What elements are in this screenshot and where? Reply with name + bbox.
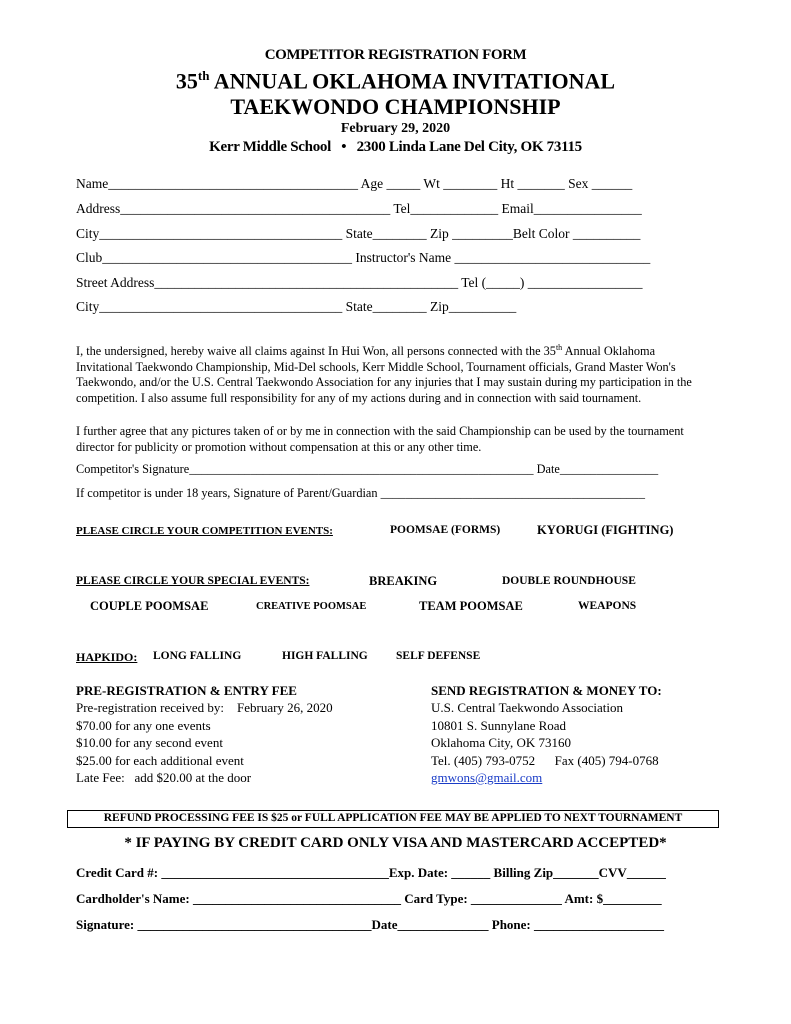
fee-line: $25.00 for each additional event [76, 752, 244, 768]
publicity-paragraph: I further agree that any pictures taken of or by me in connection with the said Championship can be used by the tournament director for publicity or promotion without compensation at this or any other time. [76, 424, 684, 454]
event-poomsae[interactable]: POOMSAE (FORMS) [390, 524, 501, 536]
field-row-city[interactable]: City____________________________________ State________ Zip _________Belt Color __________ [76, 226, 641, 241]
event-breaking[interactable]: BREAKING [369, 574, 438, 588]
fees-heading: PRE-REGISTRATION & ENTRY FEE [76, 683, 297, 698]
event-kyorugi[interactable]: KYORUGI (FIGHTING) [537, 523, 674, 537]
field-row-city-2[interactable]: City____________________________________ State________ Zip__________ [76, 299, 517, 314]
event-number: 35 [175, 68, 198, 94]
event-self-defense[interactable]: SELF DEFENSE [396, 650, 481, 662]
fees-list [76, 699, 333, 787]
event-subtitle: TAEKWONDO CHAMPIONSHIP [230, 94, 561, 119]
event-creative-poomsae[interactable]: CREATIVE POOMSAE [256, 601, 367, 612]
send-street: 10801 S. Sunnylane Road [431, 717, 567, 733]
event-double-roundhouse[interactable]: DOUBLE ROUNDHOUSE [502, 575, 636, 587]
cardholder-row[interactable]: Cardholder's Name: ________________________________ Card Type: ______________ Amt: $_________ [76, 891, 662, 906]
event-long-falling[interactable]: LONG FALLING [153, 650, 242, 662]
field-row-street-address[interactable]: Street Address_____________________________________________ Tel (_____) _________________ [76, 275, 643, 290]
special-events-label: PLEASE CIRCLE YOUR SPECIAL EVENTS: [76, 575, 310, 587]
event-high-falling[interactable]: HIGH FALLING [282, 650, 368, 662]
credit-card-heading: * IF PAYING BY CREDIT CARD ONLY VISA AND MASTERCARD ACCEPTED* [124, 835, 667, 851]
waiver-paragraph [76, 340, 706, 406]
fee-line: $70.00 for any one events [76, 717, 211, 733]
signature-row[interactable]: Signature: ____________________________________Date______________ Phone: ____________________ [76, 917, 665, 932]
event-team-poomsae[interactable]: TEAM POOMSAE [419, 599, 523, 613]
form-title: COMPETITOR REGISTRATION FORM [264, 47, 527, 63]
event-weapons[interactable]: WEAPONS [578, 600, 637, 612]
refund-notice: REFUND PROCESSING FEE IS $25 or FULL APPLICATION FEE MAY BE APPLIED TO NEXT TOURNAMENT [67, 810, 719, 828]
fee-line: $10.00 for any second event [76, 735, 223, 750]
waiver-text-1: I, the undersigned, hereby waive all claims against In Hui Won, all persons connected with the 35 [76, 344, 556, 359]
event-title [0, 68, 791, 94]
competition-events-label: PLEASE CIRCLE YOUR COMPETITION EVENTS: [76, 525, 333, 537]
send-city: Oklahoma City, OK 73160 [431, 735, 571, 750]
send-org: U.S. Central Taekwondo Association [431, 700, 624, 715]
field-row-address[interactable]: Address________________________________________ Tel_____________ Email________________ [76, 201, 642, 216]
hapkido-label: HAPKIDO: [76, 650, 138, 664]
fee-line: Pre-registration received by: February 26, 2020 [76, 700, 333, 715]
event-couple-poomsae[interactable]: COUPLE POOMSAE [90, 599, 209, 613]
field-row-name[interactable]: Name_____________________________________ Age _____ Wt ________ Ht _______ Sex ______ [76, 176, 633, 191]
event-number-suffix: th [197, 68, 210, 83]
waiver-text-2: Annual Oklahoma Invitational Taekwondo Championship, Mid-Del schools, Kerr Middle School, Tournament officials, Grand Master Won's Taekwondo, and/or the U.S. Central Taekwondo Association for any injuries that I may sustain during my participation in the competition. I also assume full responsibility for any of my actions during and in connection with said tournament. [76, 344, 692, 405]
email-link[interactable]: gmwons@gmail.com [431, 770, 543, 785]
send-heading: SEND REGISTRATION & MONEY TO: [431, 683, 662, 698]
guardian-signature-field[interactable]: If competitor is under 18 years, Signature of Parent/Guardian ___________________________________________ [76, 486, 645, 500]
fee-line: Late Fee: add $20.00 at the door [76, 770, 252, 785]
field-row-club[interactable]: Club_____________________________________ Instructor's Name _____________________________ [76, 250, 651, 265]
event-date: February 29, 2020 [340, 121, 451, 136]
credit-card-row[interactable]: Credit Card #: ___________________________________Exp. Date: ______ Billing Zip_______CVV______ [76, 865, 666, 880]
event-title-text: ANNUAL OKLAHOMA INVITATIONAL [209, 68, 616, 94]
competitor-signature-field[interactable]: Competitor's Signature________________________________________________________ Date________________ [76, 462, 659, 476]
event-venue: Kerr Middle School • 2300 Linda Lane Del City, OK 73115 [209, 139, 582, 155]
waiver-sup: th [555, 343, 563, 352]
send-phones: Tel. (405) 793-0752 Fax (405) 794-0768 [431, 752, 659, 768]
send-address [431, 699, 659, 787]
